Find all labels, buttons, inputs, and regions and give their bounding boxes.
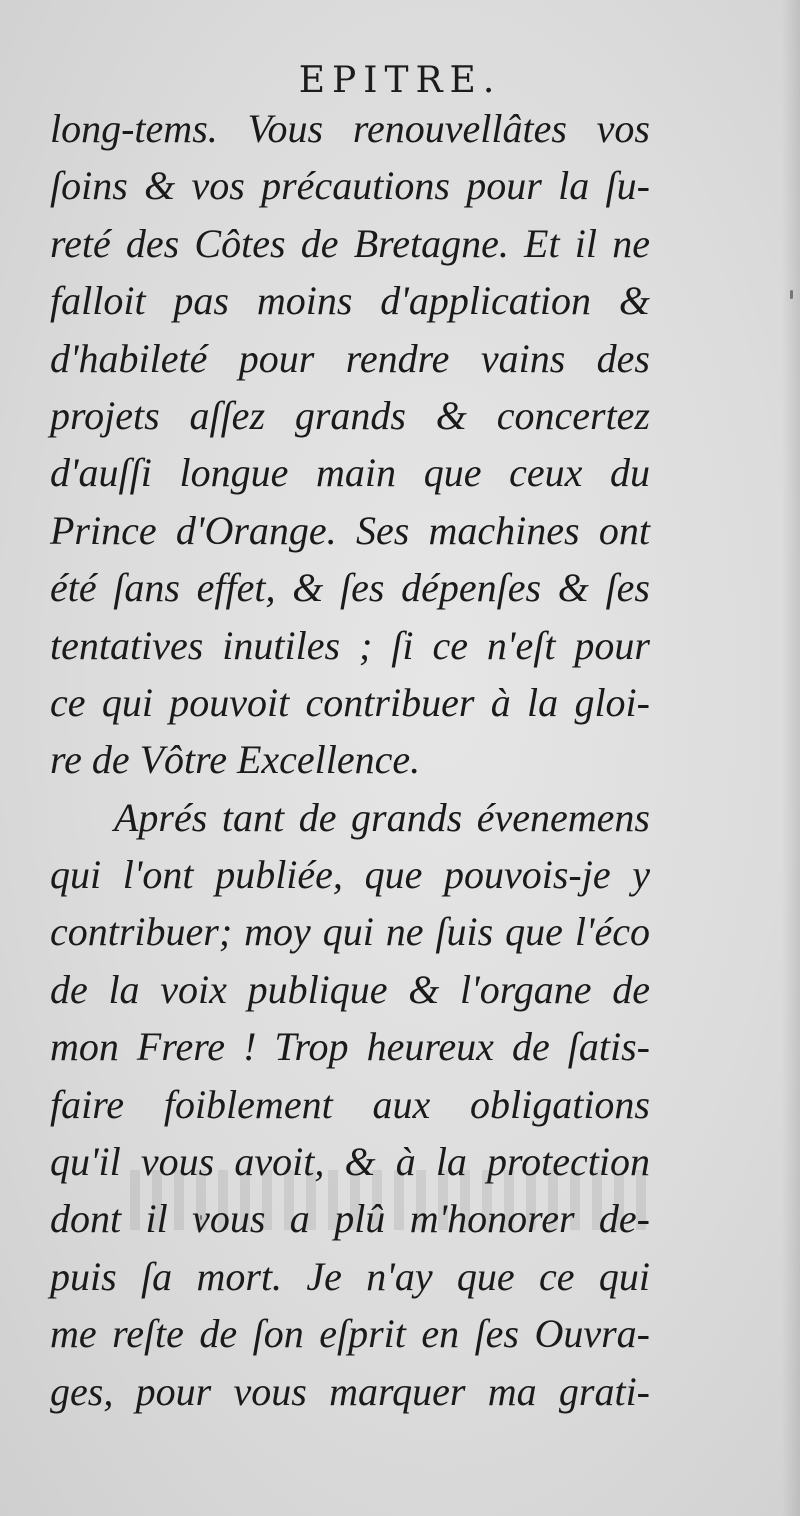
text-line: ce qui pouvoit contribuer à la gloi- bbox=[50, 679, 650, 725]
text-line: projets aſſez grands & concertez bbox=[50, 392, 650, 438]
text-line: qui l'ont publiée, que pouvois-je y bbox=[50, 852, 650, 898]
text-line: mon Frere ! Trop heureux de ſatis- bbox=[50, 1024, 650, 1070]
text-line: me reſte de ſon eſprit en ſes Ouvra- bbox=[50, 1311, 650, 1357]
text-line: qu'il vous avoit, & à la protection bbox=[50, 1139, 650, 1185]
text-line: faire foiblement aux obligations bbox=[50, 1081, 650, 1127]
text-line-paragraph-end: re de Vôtre Excellence. bbox=[50, 737, 421, 783]
text-line-paragraph-start: Aprés tant de grands évenemens bbox=[114, 794, 650, 840]
text-line: puis ſa mort. Je n'ay que ce qui bbox=[50, 1253, 650, 1299]
text-line: long-tems. Vous renouvellâtes vos bbox=[50, 106, 650, 151]
text-line: falloit pas moins d'application & bbox=[50, 278, 650, 324]
text-line: tentatives inutiles ; ſi ce n'eſt pour bbox=[50, 622, 650, 668]
text-line: été ſans effet, & ſes dépenſes & ſes bbox=[50, 565, 650, 611]
text-line: dont il vous a plû m'honorer de- bbox=[50, 1196, 650, 1242]
text-line: de la voix publique & l'organe de bbox=[50, 966, 650, 1012]
text-line: d'habileté pour rendre vains des bbox=[50, 335, 650, 381]
running-head: EPITRE. bbox=[298, 60, 502, 101]
text-line: ſoins & vos précautions pour la ſu- bbox=[50, 163, 650, 209]
ink-speck bbox=[790, 290, 793, 299]
page-gutter-shadow bbox=[782, 0, 800, 1516]
body-text bbox=[50, 100, 650, 1420]
text-line: contribuer; moy qui ne ſuis que l'éco bbox=[50, 909, 650, 955]
text-line: ges, pour vous marquer ma grati- bbox=[50, 1368, 650, 1414]
text-line: reté des Côtes de Bretagne. Et il ne bbox=[50, 220, 650, 266]
text-line: d'auſſi longue main que ceux du bbox=[50, 450, 650, 496]
text-line: Prince d'Orange. Ses machines ont bbox=[50, 507, 650, 553]
